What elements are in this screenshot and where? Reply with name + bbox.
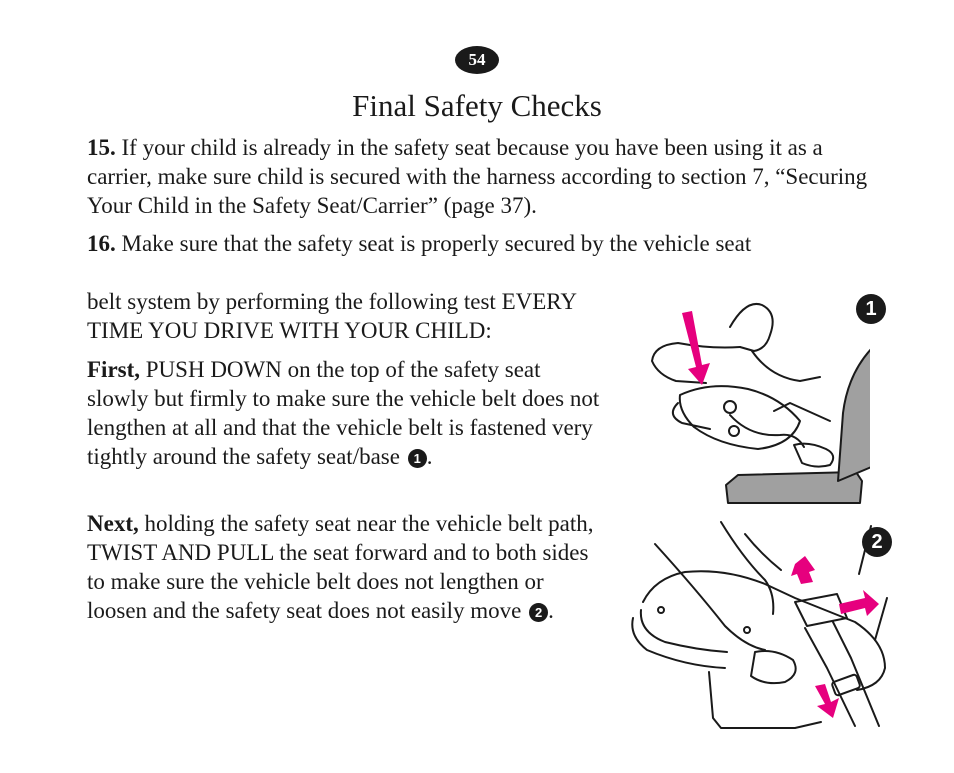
- figure-1-ref-icon: 1: [408, 449, 427, 468]
- push-down-illustration: [630, 285, 870, 510]
- step-15-number: 15.: [87, 135, 116, 160]
- step-15-paragraph: [87, 133, 887, 220]
- figure-2-ref-icon: 2: [529, 603, 548, 622]
- step-16-text-line1: Make sure that the safety seat is properly secured by the vehicle seat: [115, 231, 752, 256]
- figure-1-number: 1: [856, 294, 886, 324]
- first-end: .: [426, 444, 433, 469]
- first-text: PUSH DOWN on the top of the safety seat slowly but firmly to make sure the vehicle belt does not lengthen at all and that the vehicle belt is fastened very tightly around the safety seat/base: [87, 357, 600, 469]
- next-label: Next,: [87, 511, 139, 536]
- next-check-paragraph: [87, 509, 607, 625]
- next-end: .: [548, 598, 554, 623]
- first-label: First,: [87, 357, 141, 382]
- figure-2-number: 2: [862, 527, 892, 557]
- page-number-badge: 54: [455, 46, 499, 74]
- twist-and-pull-illustration: [625, 518, 895, 730]
- first-check-paragraph: [87, 355, 607, 471]
- step-16-paragraph: [87, 229, 877, 258]
- step-16-number: 16.: [87, 231, 116, 256]
- next-text: holding the safety seat near the vehicle belt path, TWIST AND PULL the seat forward and to both sides to make sure the vehicle belt does not lengthen or loosen and the safety seat does not easily move: [87, 511, 594, 623]
- step-15-text: If your child is already in the safety seat because you have been using it as a carrier, make sure child is secured with the harness according to section 7, “Securing Your Child in the Safety Seat/Carrier” (page 37).: [87, 135, 868, 218]
- page-title: Final Safety Checks: [352, 88, 602, 123]
- step-16-continuation: belt system by performing the following test EVERY TIME YOU DRIVE WITH YOUR CHILD:: [87, 289, 577, 343]
